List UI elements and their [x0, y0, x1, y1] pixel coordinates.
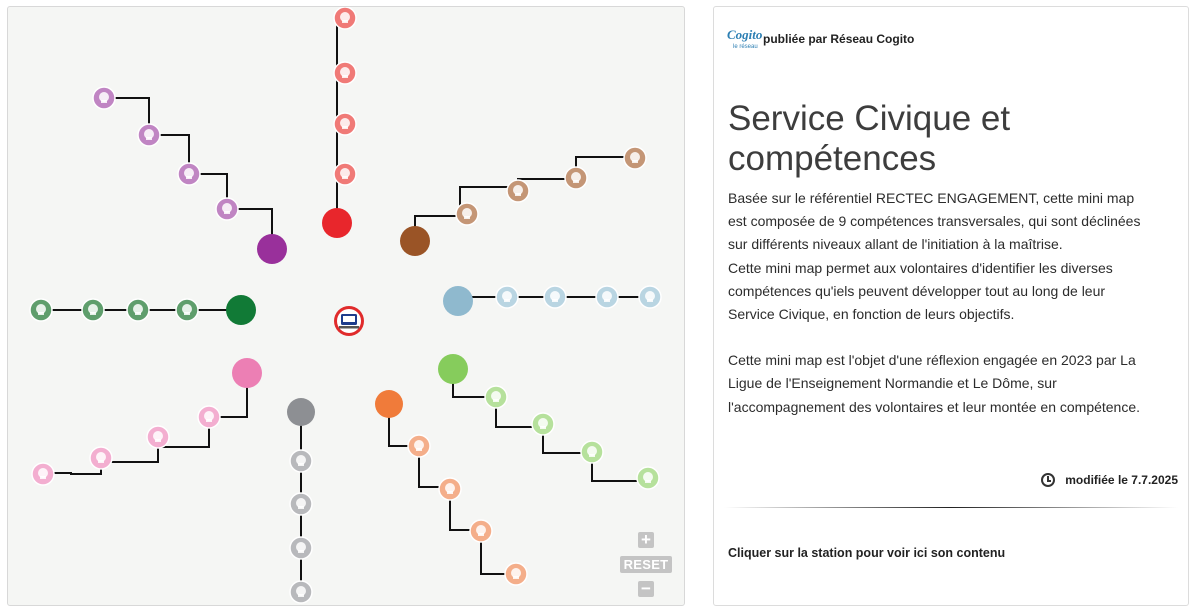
- terminus-dark-green[interactable]: [226, 295, 256, 325]
- line-brown: [400, 147, 646, 256]
- station-grey-1[interactable]: [290, 450, 312, 472]
- description-paragraph: Cette mini map est l'objet d'une réflexion engagée en 2023 par La Ligue de l'Enseignement Normandie et Le Dôme, sur l'accompagnement des volontaires et leur montée en compétence.: [728, 352, 1141, 415]
- modified-date: [1041, 473, 1178, 487]
- station-orange-2[interactable]: [439, 478, 461, 500]
- terminus-brown[interactable]: [400, 226, 430, 256]
- line-pink: [32, 358, 262, 485]
- station-purple-1[interactable]: [93, 87, 115, 109]
- modified-label: modifiée le 7.7.2025: [1065, 473, 1178, 487]
- terminus-grey[interactable]: [287, 398, 315, 426]
- station-light-blue-4[interactable]: [639, 286, 661, 308]
- station-grey-4[interactable]: [290, 581, 312, 603]
- station-light-green-1[interactable]: [485, 386, 507, 408]
- description-paragraph: Cette mini map permet aux volontaires d'identifier les diverses compétences qu'iels peuvent développer tout au long de leur Service Civique, en fonction de leurs objectifs.: [728, 259, 1113, 323]
- station-pink-1[interactable]: [198, 406, 220, 428]
- terminus-light-green[interactable]: [438, 354, 468, 384]
- station-red-1[interactable]: [334, 7, 356, 29]
- station-light-blue-2[interactable]: [544, 286, 566, 308]
- zoom-reset-button[interactable]: RESET: [620, 556, 672, 573]
- terminus-orange[interactable]: [375, 390, 403, 418]
- station-purple-4[interactable]: [216, 198, 238, 220]
- station-grey-2[interactable]: [290, 493, 312, 515]
- station-purple-3[interactable]: [178, 163, 200, 185]
- terminus-pink[interactable]: [232, 358, 262, 388]
- publisher: [727, 25, 914, 53]
- station-purple-2[interactable]: [138, 124, 160, 146]
- station-brown-3[interactable]: [565, 167, 587, 189]
- station-orange-4[interactable]: [505, 563, 527, 585]
- station-dark-green-3[interactable]: [127, 299, 149, 321]
- station-light-green-4[interactable]: [637, 467, 659, 489]
- description: [728, 187, 1148, 419]
- station-light-blue-3[interactable]: [596, 286, 618, 308]
- station-pink-2[interactable]: [147, 426, 169, 448]
- line-purple: [93, 87, 287, 264]
- station-light-blue-1[interactable]: [496, 286, 518, 308]
- line-grey: [287, 398, 315, 603]
- zoom-in-button[interactable]: +: [638, 532, 654, 548]
- line-light-green: [438, 354, 659, 489]
- station-grey-3[interactable]: [290, 537, 312, 559]
- cogito-logo: Cogito le réseau: [727, 27, 763, 50]
- station-brown-4[interactable]: [624, 147, 646, 169]
- station-orange-3[interactable]: [470, 520, 492, 542]
- station-brown-2[interactable]: [507, 180, 529, 202]
- station-dark-green-4[interactable]: [176, 299, 198, 321]
- station-red-3[interactable]: [334, 113, 356, 135]
- zoom-out-button[interactable]: −: [638, 581, 654, 597]
- description-paragraph: Basée sur le référentiel RECTEC ENGAGEMENT, cette mini map est composée de 9 compétences transversales, qui sont déclinées sur différents niveaux allant de l'initiation à la maîtrise.: [728, 190, 1141, 253]
- station-light-green-2[interactable]: [532, 413, 554, 435]
- publisher-label: publiée par Réseau Cogito: [763, 32, 915, 46]
- map-canvas[interactable]: [8, 7, 684, 605]
- terminus-purple[interactable]: [257, 234, 287, 264]
- line-light-blue: [443, 286, 661, 316]
- station-hint: Cliquer sur la station pour voir ici son contenu: [728, 546, 1006, 560]
- station-dark-green-1[interactable]: [30, 299, 52, 321]
- computer-icon[interactable]: [334, 306, 364, 336]
- terminus-red[interactable]: [322, 208, 352, 238]
- station-red-2[interactable]: [334, 62, 356, 84]
- station-orange-1[interactable]: [408, 435, 430, 457]
- info-panel: [713, 6, 1189, 606]
- line-red: [322, 7, 356, 238]
- divider: [724, 507, 1178, 508]
- station-red-4[interactable]: [334, 163, 356, 185]
- page-title: Service Civique et compétences: [728, 99, 1011, 178]
- station-pink-3[interactable]: [90, 447, 112, 469]
- line-dark-green: [30, 295, 256, 325]
- clock-icon: [1041, 473, 1055, 487]
- station-pink-4[interactable]: [32, 463, 54, 485]
- station-brown-1[interactable]: [456, 203, 478, 225]
- terminus-light-blue[interactable]: [443, 286, 473, 316]
- station-dark-green-2[interactable]: [82, 299, 104, 321]
- line-orange: [375, 390, 527, 585]
- station-light-green-3[interactable]: [581, 441, 603, 463]
- metro-map[interactable]: [7, 6, 685, 606]
